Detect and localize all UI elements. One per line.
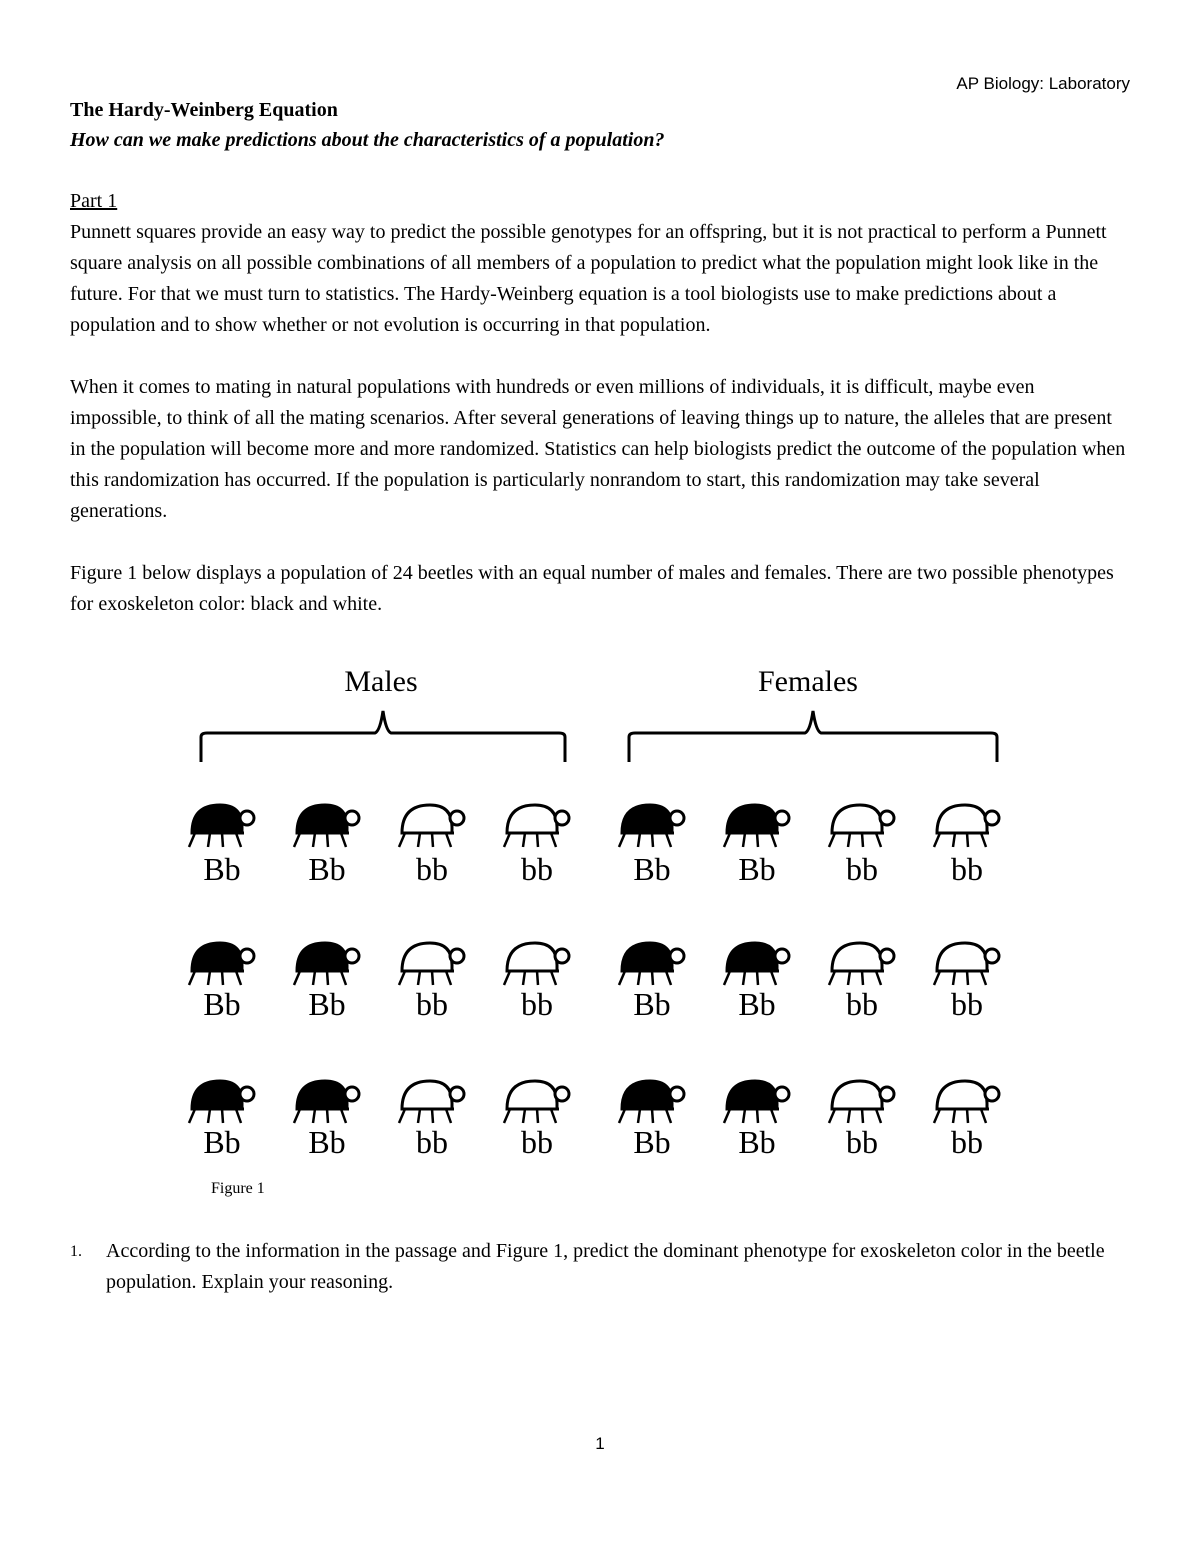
- beetle-leg: [327, 1109, 328, 1123]
- beetle-leg: [236, 1109, 241, 1123]
- beetle: [189, 1081, 254, 1160]
- beetle: [829, 1081, 894, 1160]
- beetle: [504, 1081, 569, 1160]
- beetle-leg: [638, 1109, 640, 1123]
- beetle: [829, 805, 894, 887]
- beetle-head: [670, 949, 684, 963]
- beetle-head: [240, 949, 254, 963]
- genotype-label: bb: [951, 1124, 983, 1160]
- beetle-leg: [652, 833, 653, 847]
- beetle-leg: [848, 1109, 850, 1123]
- beetle-body: [507, 943, 557, 971]
- beetle: [724, 943, 789, 1022]
- beetle-leg: [341, 971, 346, 985]
- genotype-label: bb: [521, 1124, 553, 1160]
- beetle-leg: [953, 971, 955, 985]
- beetle: [934, 1081, 999, 1160]
- genotype-label: Bb: [633, 1124, 671, 1160]
- beetle-body: [507, 805, 557, 833]
- genotype-label: bb: [951, 986, 983, 1022]
- genotype-label: Bb: [633, 851, 671, 887]
- beetle-head: [880, 1087, 894, 1101]
- beetle-body: [832, 943, 882, 971]
- beetle-head: [985, 811, 999, 825]
- beetle-leg: [537, 833, 538, 847]
- page-subtitle: How can we make predictions about the characteristics of a population?: [70, 129, 665, 151]
- beetle-body: [297, 805, 347, 833]
- beetle-leg: [934, 833, 940, 847]
- genotype-label: Bb: [308, 986, 346, 1022]
- beetle-leg: [757, 833, 758, 847]
- question-1: [70, 1236, 1130, 1298]
- beetle-leg: [981, 971, 986, 985]
- beetle-body: [727, 943, 777, 971]
- beetle-leg: [418, 971, 420, 985]
- paragraph-figure-intro: Figure 1 below displays a population of 24 beetles with an equal number of males and females. There are two possible phenotypes for exoskeleton color: black and white.: [70, 562, 1114, 615]
- beetle-body: [937, 943, 987, 971]
- genotype-label: Bb: [738, 1124, 776, 1160]
- page-number: 1: [595, 1434, 605, 1453]
- genotype-label: bb: [846, 1124, 878, 1160]
- beetle-leg: [848, 971, 850, 985]
- beetle: [934, 805, 999, 887]
- beetle-leg: [327, 971, 328, 985]
- beetle-figure: [0, 665, 1200, 1165]
- beetle-body: [727, 805, 777, 833]
- beetle-head: [450, 811, 464, 825]
- beetle-body: [622, 805, 672, 833]
- genotype-label: bb: [521, 851, 553, 887]
- beetle-leg: [652, 1109, 653, 1123]
- beetle-head: [775, 949, 789, 963]
- beetle-leg: [862, 1109, 863, 1123]
- beetle-leg: [771, 1109, 776, 1123]
- beetle: [619, 943, 684, 1022]
- beetle-head: [555, 949, 569, 963]
- beetle-leg: [619, 833, 625, 847]
- genotype-label: bb: [521, 986, 553, 1022]
- beetle-leg: [399, 833, 405, 847]
- group-brace: [201, 711, 565, 762]
- beetle-leg: [862, 833, 863, 847]
- beetle-body: [192, 1081, 242, 1109]
- group-brace: [629, 711, 997, 762]
- beetle-leg: [341, 833, 346, 847]
- genotype-label: Bb: [308, 1124, 346, 1160]
- beetle-leg: [724, 833, 730, 847]
- figure-caption: Figure 1: [211, 1180, 265, 1197]
- beetle: [829, 943, 894, 1022]
- beetle: [724, 805, 789, 887]
- beetle-leg: [432, 833, 433, 847]
- beetle-leg: [399, 971, 405, 985]
- beetle-head: [775, 811, 789, 825]
- beetle: [399, 943, 464, 1022]
- beetle-leg: [418, 833, 420, 847]
- beetle-head: [880, 811, 894, 825]
- group-label: Females: [758, 665, 858, 698]
- beetle-head: [345, 949, 359, 963]
- beetle-leg: [551, 1109, 556, 1123]
- beetle-leg: [399, 1109, 405, 1123]
- beetle-leg: [222, 833, 223, 847]
- beetle-leg: [724, 1109, 730, 1123]
- beetle-leg: [551, 971, 556, 985]
- beetle-leg: [666, 833, 671, 847]
- paragraph-randomization: When it comes to mating in natural populations with hundreds or even millions of individuals, it is difficult, maybe even impossible, to think of all the mating scenarios. After several generations of leaving things up to nature, the alleles that are present in the population will become more and more randomized. Statistics can help biologists predict the outcome of the population when this randomization has occurred. If the population is particularly nonrandom to start, this randomization may take several generations.: [70, 376, 1126, 522]
- beetle-leg: [313, 833, 315, 847]
- beetle: [294, 805, 359, 887]
- beetle-head: [880, 949, 894, 963]
- beetle-leg: [294, 1109, 300, 1123]
- genotype-label: bb: [416, 1124, 448, 1160]
- beetle-leg: [981, 1109, 986, 1123]
- beetle-body: [297, 1081, 347, 1109]
- beetle-body: [937, 805, 987, 833]
- beetle-head: [555, 1087, 569, 1101]
- beetle: [619, 805, 684, 887]
- genotype-label: Bb: [738, 986, 776, 1022]
- beetle-leg: [523, 1109, 525, 1123]
- beetle: [504, 943, 569, 1022]
- beetle-leg: [432, 971, 433, 985]
- beetle-leg: [934, 1109, 940, 1123]
- genotype-label: Bb: [308, 851, 346, 887]
- beetle: [934, 943, 999, 1022]
- beetle-leg: [876, 833, 881, 847]
- beetle-leg: [523, 833, 525, 847]
- beetle: [189, 943, 254, 1022]
- beetle-leg: [523, 971, 525, 985]
- beetle: [189, 805, 254, 887]
- beetle-leg: [981, 833, 986, 847]
- beetle-leg: [189, 833, 195, 847]
- beetle-head: [670, 811, 684, 825]
- question-text: According to the information in the passage and Figure 1, predict the dominant phenotype for exoskeleton color in the beetle population. Explain your reasoning.: [106, 1240, 1105, 1293]
- beetle-head: [450, 949, 464, 963]
- beetle-body: [832, 805, 882, 833]
- beetle-leg: [619, 1109, 625, 1123]
- paragraph-intro: Punnett squares provide an easy way to predict the possible genotypes for an offspring, but it is not practical to perform a Punnett square analysis on all possible combinations of all members of a population to predict what the population might look like in the future. For that we must turn to statistics. The Hardy-Weinberg equation is a tool biologists use to make predictions about a population and to show whether or not evolution is occurring in that population.: [70, 221, 1107, 336]
- genotype-label: Bb: [203, 1124, 241, 1160]
- beetle-leg: [829, 971, 835, 985]
- beetle-leg: [829, 833, 835, 847]
- beetle: [399, 805, 464, 887]
- beetle-body: [622, 943, 672, 971]
- beetle-head: [240, 811, 254, 825]
- beetle-leg: [666, 1109, 671, 1123]
- beetle-leg: [294, 833, 300, 847]
- beetle-leg: [771, 971, 776, 985]
- beetle-leg: [208, 1109, 210, 1123]
- beetle: [619, 1081, 684, 1160]
- beetle-leg: [236, 971, 241, 985]
- beetle-leg: [418, 1109, 420, 1123]
- beetle-group-males: [189, 665, 569, 1160]
- page-title: The Hardy-Weinberg Equation: [70, 99, 338, 121]
- genotype-label: bb: [416, 986, 448, 1022]
- beetle-leg: [743, 971, 745, 985]
- beetle-head: [985, 949, 999, 963]
- beetle-body: [297, 943, 347, 971]
- beetle-body: [402, 805, 452, 833]
- beetle-leg: [537, 1109, 538, 1123]
- beetle-leg: [876, 971, 881, 985]
- beetle-leg: [504, 833, 510, 847]
- beetle-leg: [222, 1109, 223, 1123]
- beetle-leg: [341, 1109, 346, 1123]
- genotype-label: Bb: [738, 851, 776, 887]
- beetle-leg: [619, 971, 625, 985]
- beetle-body: [507, 1081, 557, 1109]
- beetle-leg: [743, 833, 745, 847]
- beetle: [724, 1081, 789, 1160]
- beetle-leg: [294, 971, 300, 985]
- genotype-label: bb: [951, 851, 983, 887]
- beetle: [294, 943, 359, 1022]
- beetle-leg: [504, 971, 510, 985]
- beetle-leg: [313, 971, 315, 985]
- beetle-leg: [967, 1109, 968, 1123]
- beetle-leg: [638, 833, 640, 847]
- beetle-leg: [551, 833, 556, 847]
- beetle-leg: [829, 1109, 835, 1123]
- beetle-leg: [446, 1109, 451, 1123]
- beetle-body: [622, 1081, 672, 1109]
- genotype-label: Bb: [633, 986, 671, 1022]
- beetle-leg: [967, 971, 968, 985]
- beetle-body: [192, 805, 242, 833]
- beetle-body: [727, 1081, 777, 1109]
- beetle-leg: [757, 1109, 758, 1123]
- beetle-leg: [432, 1109, 433, 1123]
- beetle-leg: [934, 971, 940, 985]
- beetle: [504, 805, 569, 887]
- beetle-body: [832, 1081, 882, 1109]
- beetle-leg: [743, 1109, 745, 1123]
- genotype-label: bb: [846, 851, 878, 887]
- beetle-leg: [208, 833, 210, 847]
- beetle-head: [775, 1087, 789, 1101]
- beetle-body: [402, 943, 452, 971]
- genotype-label: Bb: [203, 851, 241, 887]
- beetle-leg: [446, 833, 451, 847]
- beetle-leg: [666, 971, 671, 985]
- beetle-head: [345, 811, 359, 825]
- genotype-label: Bb: [203, 986, 241, 1022]
- beetle-leg: [222, 971, 223, 985]
- beetle-group-females: [619, 665, 999, 1160]
- beetle-leg: [771, 833, 776, 847]
- course-header: AP Biology: Laboratory: [956, 74, 1130, 93]
- beetle-leg: [504, 1109, 510, 1123]
- beetle-leg: [876, 1109, 881, 1123]
- group-label: Males: [344, 665, 418, 698]
- beetle-head: [670, 1087, 684, 1101]
- beetle: [399, 1081, 464, 1160]
- beetle-leg: [638, 971, 640, 985]
- beetle-leg: [757, 971, 758, 985]
- beetle-head: [450, 1087, 464, 1101]
- beetle: [294, 1081, 359, 1160]
- beetle-leg: [189, 971, 195, 985]
- beetle-body: [937, 1081, 987, 1109]
- document-body: [70, 95, 1130, 620]
- genotype-label: bb: [846, 986, 878, 1022]
- beetle-leg: [967, 833, 968, 847]
- beetle-leg: [848, 833, 850, 847]
- beetle-head: [985, 1087, 999, 1101]
- beetle-head: [240, 1087, 254, 1101]
- beetle-head: [555, 811, 569, 825]
- beetle-leg: [313, 1109, 315, 1123]
- beetle-head: [345, 1087, 359, 1101]
- part-heading: Part 1: [70, 190, 118, 212]
- beetle-leg: [862, 971, 863, 985]
- beetle-leg: [537, 971, 538, 985]
- beetle-leg: [189, 1109, 195, 1123]
- beetle-leg: [236, 833, 241, 847]
- beetle-leg: [652, 971, 653, 985]
- beetle-leg: [327, 833, 328, 847]
- beetle-body: [402, 1081, 452, 1109]
- question-number: 1.: [70, 1243, 82, 1260]
- beetle-body: [192, 943, 242, 971]
- beetle-leg: [446, 971, 451, 985]
- beetle-figure-svg: [0, 665, 1200, 1165]
- beetle-leg: [953, 1109, 955, 1123]
- beetle-leg: [953, 833, 955, 847]
- beetle-leg: [724, 971, 730, 985]
- beetle-leg: [208, 971, 210, 985]
- genotype-label: bb: [416, 851, 448, 887]
